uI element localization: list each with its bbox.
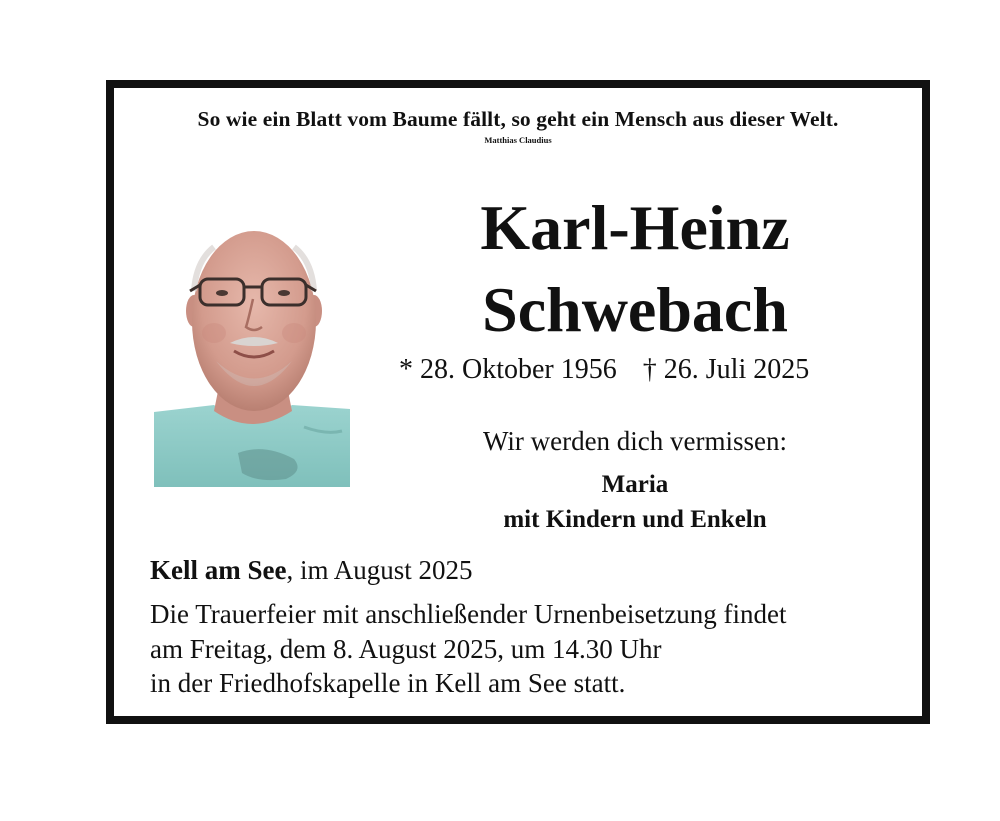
- place-and-date: [150, 555, 473, 586]
- motto-author: Matthias Claudius: [484, 135, 552, 145]
- ceremony-line-1: Die Trauerfeier mit anschließender Urnenbeisetzung findet: [150, 599, 787, 629]
- farewell-line: Wir werden dich vermissen:: [482, 426, 788, 456]
- portrait-photo: [154, 221, 350, 487]
- ceremony-line-3: in der Friedhofskapelle in Kell am See statt.: [150, 668, 626, 698]
- motto-quote: So wie ein Blatt vom Baume fällt, so geht ein Mensch aus dieser Welt.: [197, 107, 839, 131]
- ceremony-line-2: am Freitag, dem 8. August 2025, um 14.30 Uhr: [150, 634, 662, 664]
- place-name: Kell am See: [150, 555, 287, 585]
- death-date: † 26. Juli 2025: [642, 354, 810, 385]
- mourner-name: Maria: [601, 471, 669, 498]
- mourner-family: mit Kindern und Enkeln: [503, 506, 767, 533]
- deceased-last-name: Schwebach: [482, 274, 788, 345]
- life-dates: [399, 354, 809, 386]
- notice-date: , im August 2025: [286, 555, 473, 585]
- birth-date: * 28. Oktober 1956: [399, 354, 617, 385]
- deceased-first-name: Karl-Heinz: [480, 192, 790, 263]
- obituary-notice: [106, 80, 930, 724]
